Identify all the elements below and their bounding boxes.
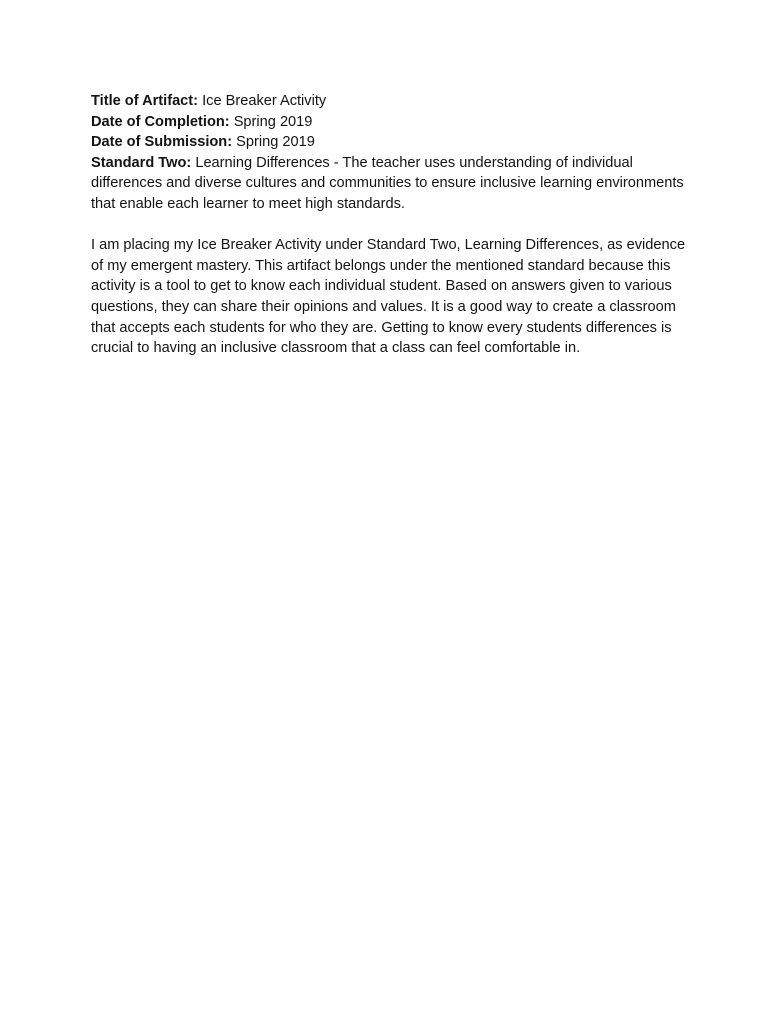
title-of-artifact-label: Title of Artifact: (91, 93, 199, 109)
standard-two-value: Learning Differences - The teacher uses understanding of individual differences and diverse cultures and communities to ensure inclusive learning environments that enable each learner to meet high standards. (91, 154, 684, 212)
standard-two-label: Standard Two: (91, 154, 192, 171)
document-content (91, 91, 691, 359)
title-of-artifact-value: Ice Breaker Activity (202, 93, 327, 109)
date-of-completion-field (91, 112, 691, 133)
date-of-submission-field (91, 132, 691, 153)
body-paragraph: I am placing my Ice Breaker Activity under Standard Two, Learning Differences, as evidence of my emergent mastery. This artifact belongs under the mentioned standard because this activity is a tool to get to know each individual student. Based on answers given to various questions, they can share their opinions and values. It is a good way to create a classroom that accepts each students for who they are. Getting to know every students differences is crucial to having an inclusive classroom that a class can feel comfortable in. (91, 237, 686, 357)
standard-two-field (91, 153, 691, 215)
date-of-submission-label: Date of Submission: (91, 134, 233, 151)
title-of-artifact-field (91, 91, 691, 112)
date-of-completion-value: Spring 2019 (233, 113, 313, 130)
date-of-completion-label: Date of Completion: (91, 113, 230, 130)
date-of-submission-value: Spring 2019 (236, 134, 315, 151)
